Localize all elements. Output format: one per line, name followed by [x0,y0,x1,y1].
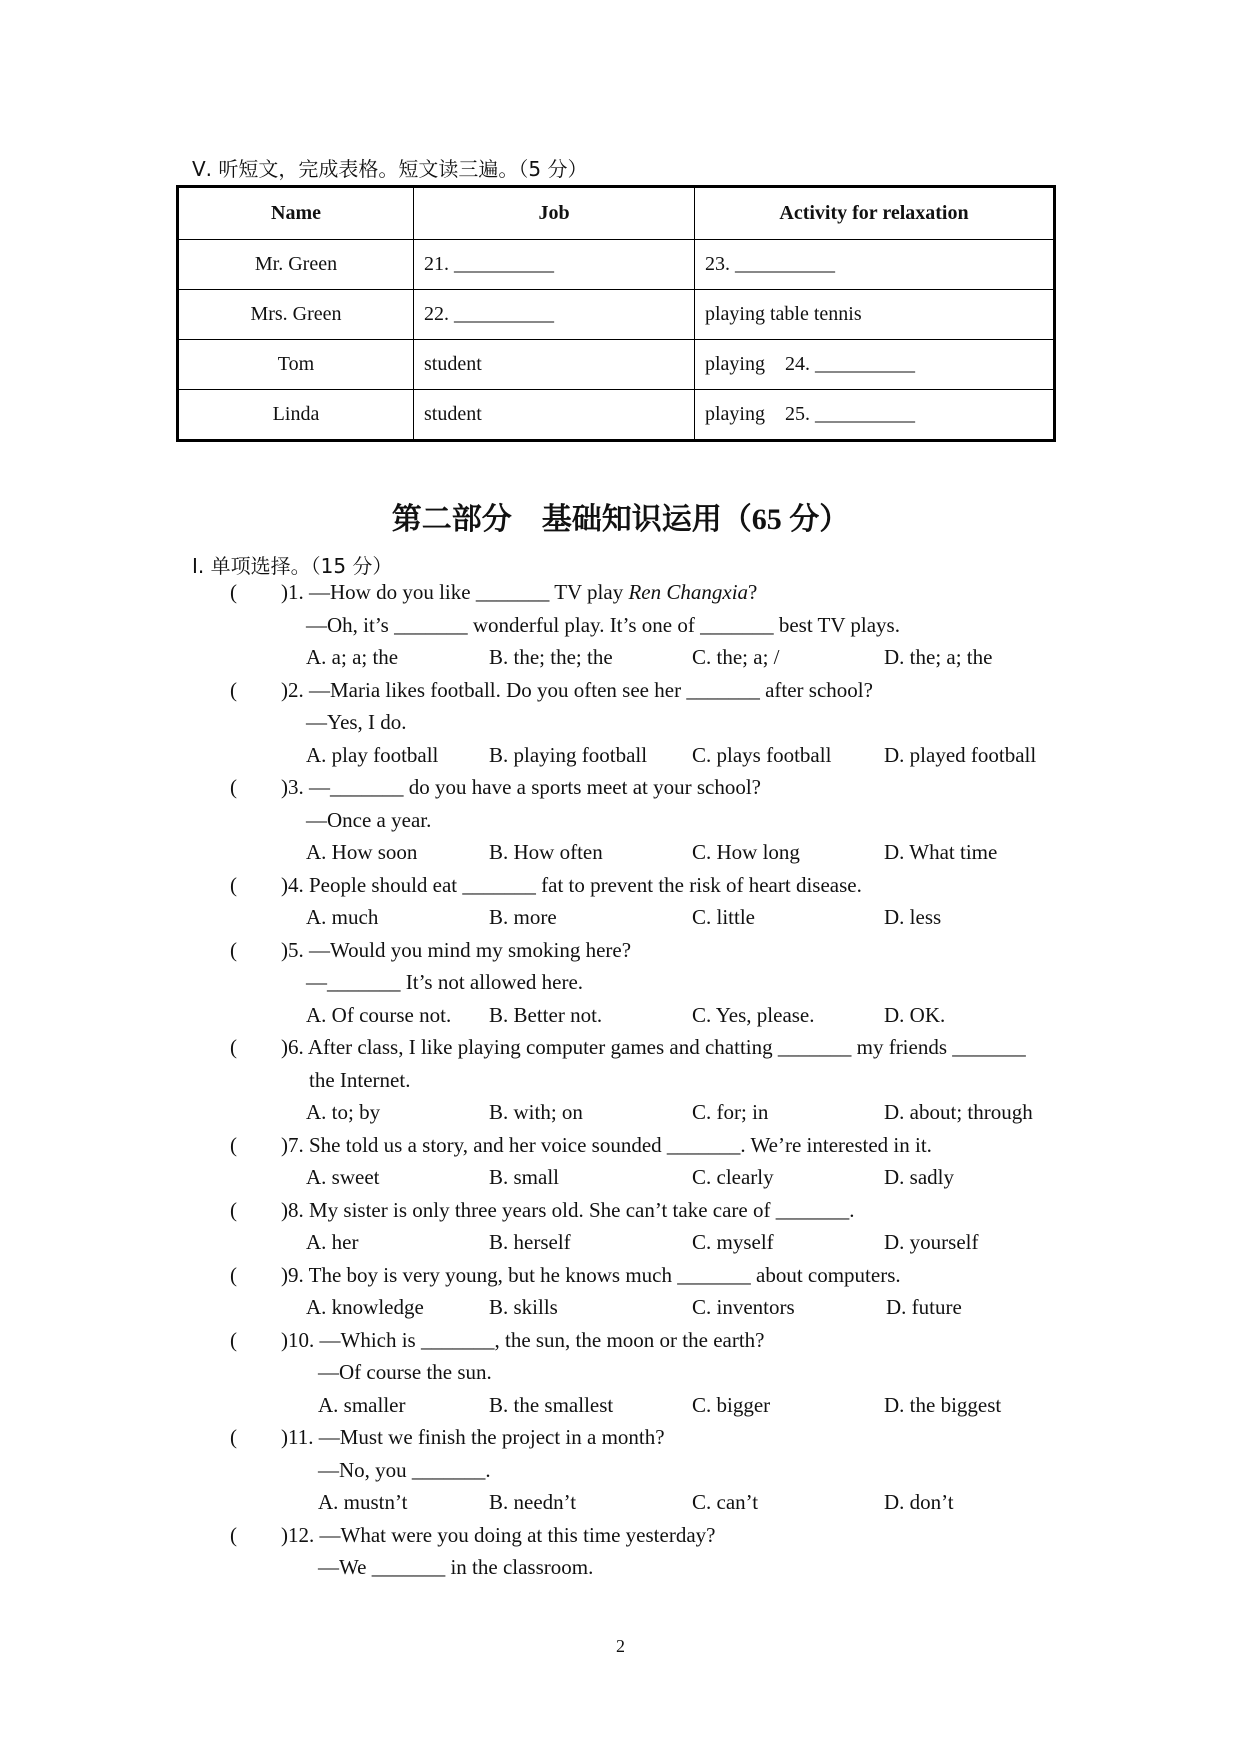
cell-activity: playing 24. __________ [695,340,1055,390]
option-d[interactable]: D. What time [884,840,998,864]
question-number: )1. [281,580,309,604]
question-line: —Of course the sun. [318,1360,492,1384]
question-text: She told us a story, and her voice sounded _______. We’re interested in it. [309,1132,932,1157]
question-stem [281,678,873,703]
option-a[interactable]: A. Of course not. [306,1002,452,1027]
cell-activity: 23. __________ [695,240,1055,290]
question-number: )4. [281,872,309,897]
option-c[interactable]: C. clearly [692,1165,774,1189]
option-d[interactable]: D. sadly [884,1165,954,1189]
cell-job: 22. __________ [414,290,695,340]
question-number: )8. [281,1197,309,1222]
answer-bracket[interactable]: ( [230,1035,237,1059]
question-stem [281,873,862,898]
question-text: —What were you doing at this time yesterday? [319,1522,716,1547]
option-c[interactable]: C. little [692,905,755,929]
question-punct: ? [748,580,758,604]
answer-bracket[interactable]: ( [230,775,237,799]
question-number: )3. [281,775,309,799]
option-b[interactable]: B. herself [489,1230,571,1254]
section-i-title: Ⅰ. 单项选择。（15 分） [192,554,393,578]
question-stem [281,1425,665,1450]
answer-bracket[interactable]: ( [230,1522,237,1547]
option-d[interactable]: D. the biggest [884,1392,1002,1417]
option-c[interactable]: C. bigger [692,1392,771,1417]
option-a[interactable]: A. knowledge [306,1295,424,1319]
question-text: —Maria likes football. Do you often see her _______ after school? [309,677,873,702]
header-activity: Activity for relaxation [695,187,1055,240]
option-a[interactable]: A. a; a; the [306,645,399,669]
table-header-row [178,187,1055,240]
question-line: —Oh, it’s _______ wonderful play. It’s one of _______ best TV plays. [306,612,900,637]
question-text: —Would you mind my smoking here? [309,937,632,962]
answer-bracket[interactable]: ( [230,1262,237,1287]
question-line: —No, you _______. [318,1457,491,1482]
question-stem [281,938,631,963]
option-a[interactable]: A. sweet [306,1165,380,1189]
option-d[interactable]: D. about; through [884,1100,1033,1124]
question-text: People should eat _______ fat to prevent the risk of heart disease. [309,872,862,897]
option-c[interactable]: C. the; a; / [692,645,780,669]
cell-name: Tom [178,340,414,390]
question-stem [281,1328,765,1353]
option-c[interactable]: C. plays football [692,742,832,767]
option-a[interactable]: A. How soon [306,840,418,864]
option-b[interactable]: B. playing football [489,742,648,767]
option-d[interactable]: D. don’t [884,1490,954,1514]
question-stem [281,580,757,605]
question-number: )5. [281,937,309,962]
option-c[interactable]: C. can’t [692,1490,759,1514]
answer-bracket[interactable]: ( [230,1197,237,1222]
question-line: the Internet. [309,1067,411,1092]
answer-bracket[interactable]: ( [230,1425,237,1449]
question-text: The boy is very young, but he knows much _______ about computers. [308,1262,901,1287]
question-stem [281,1035,1026,1060]
option-b[interactable]: B. skills [489,1295,558,1319]
cell-name: Mr. Green [178,240,414,290]
question-italic-title: Ren Changxia [628,580,749,604]
cell-job: student [414,390,695,441]
option-d[interactable]: D. future [886,1295,962,1319]
table-row [178,240,1055,290]
question-number: )10. [281,1327,320,1352]
option-d[interactable]: D. the; a; the [884,645,993,669]
option-b[interactable]: B. the smallest [489,1392,614,1417]
cell-job: 21. __________ [414,240,695,290]
option-b[interactable]: B. needn’t [489,1490,577,1514]
cell-job: student [414,340,695,390]
question-stem [281,1198,854,1223]
option-b[interactable]: B. with; on [489,1100,583,1124]
table-row [178,390,1055,441]
option-c[interactable]: C. Yes, please. [692,1002,815,1027]
cell-name: Mrs. Green [178,290,414,340]
cell-activity: playing 25. __________ [695,390,1055,441]
option-d[interactable]: D. less [884,905,942,929]
option-c[interactable]: C. How long [692,840,800,864]
option-b[interactable]: B. more [489,905,557,929]
question-stem [281,775,761,800]
page-number: 2 [616,1636,625,1656]
option-c[interactable]: C. for; in [692,1100,769,1124]
answer-bracket[interactable]: ( [230,1132,237,1157]
option-a[interactable]: A. mustn’t [318,1490,408,1514]
option-b[interactable]: B. small [489,1165,560,1189]
question-text: After class, I like playing computer games and chatting _______ my friends _______ [307,1035,1026,1059]
answer-bracket[interactable]: ( [230,872,237,897]
table-row [178,290,1055,340]
question-stem [281,1133,932,1158]
question-line: —Once a year. [306,807,432,832]
question-number: )12. [281,1522,320,1547]
option-c[interactable]: C. myself [692,1230,774,1254]
table-row [178,340,1055,390]
option-c[interactable]: C. inventors [692,1295,795,1319]
question-line: —We _______ in the classroom. [318,1555,594,1579]
question-line: —Yes, I do. [306,710,407,734]
option-a[interactable]: A. her [306,1230,359,1254]
option-a[interactable]: A. smaller [318,1392,406,1417]
header-name: Name [178,187,414,240]
option-d[interactable]: D. yourself [884,1230,979,1254]
option-d[interactable]: D. played football [884,742,1037,767]
question-number: )2. [281,677,309,702]
option-b[interactable]: B. Better not. [489,1002,603,1027]
option-b[interactable]: B. How often [489,840,603,864]
option-d[interactable]: D. OK. [884,1002,946,1027]
answer-bracket[interactable]: ( [230,580,237,604]
answer-bracket[interactable]: ( [230,937,237,962]
listening-table [176,185,1056,442]
question-number: )9. [281,1262,309,1287]
answer-bracket[interactable]: ( [230,1327,237,1352]
question-text: —Which is _______, the sun, the moon or the earth? [319,1327,765,1352]
question-number: )7. [281,1132,309,1157]
question-number: )11. [281,1425,319,1449]
option-a[interactable]: A. play football [306,742,439,767]
question-text: —How do you like _______ TV play [309,580,629,604]
question-line: —_______ It’s not allowed here. [306,970,584,994]
option-a[interactable]: A. much [306,905,379,929]
question-number: )6. [281,1035,308,1059]
question-text: My sister is only three years old. She can’t take care of _______. [309,1197,855,1222]
question-text: —Must we finish the project in a month? [318,1425,665,1449]
section-v-title: Ⅴ. 听短文，完成表格。短文读三遍。（5 分） [192,157,588,181]
header-job: Job [414,187,695,240]
question-stem [281,1523,715,1548]
option-a[interactable]: A. to; by [306,1100,381,1124]
answer-bracket[interactable]: ( [230,677,237,702]
question-stem [281,1263,901,1288]
cell-name: Linda [178,390,414,441]
part-two-title: 第二部分 基础知识运用（65 分） [391,503,850,536]
question-text: —_______ do you have a sports meet at your school? [309,775,761,799]
cell-activity: playing table tennis [695,290,1055,340]
option-b[interactable]: B. the; the; the [489,645,613,669]
